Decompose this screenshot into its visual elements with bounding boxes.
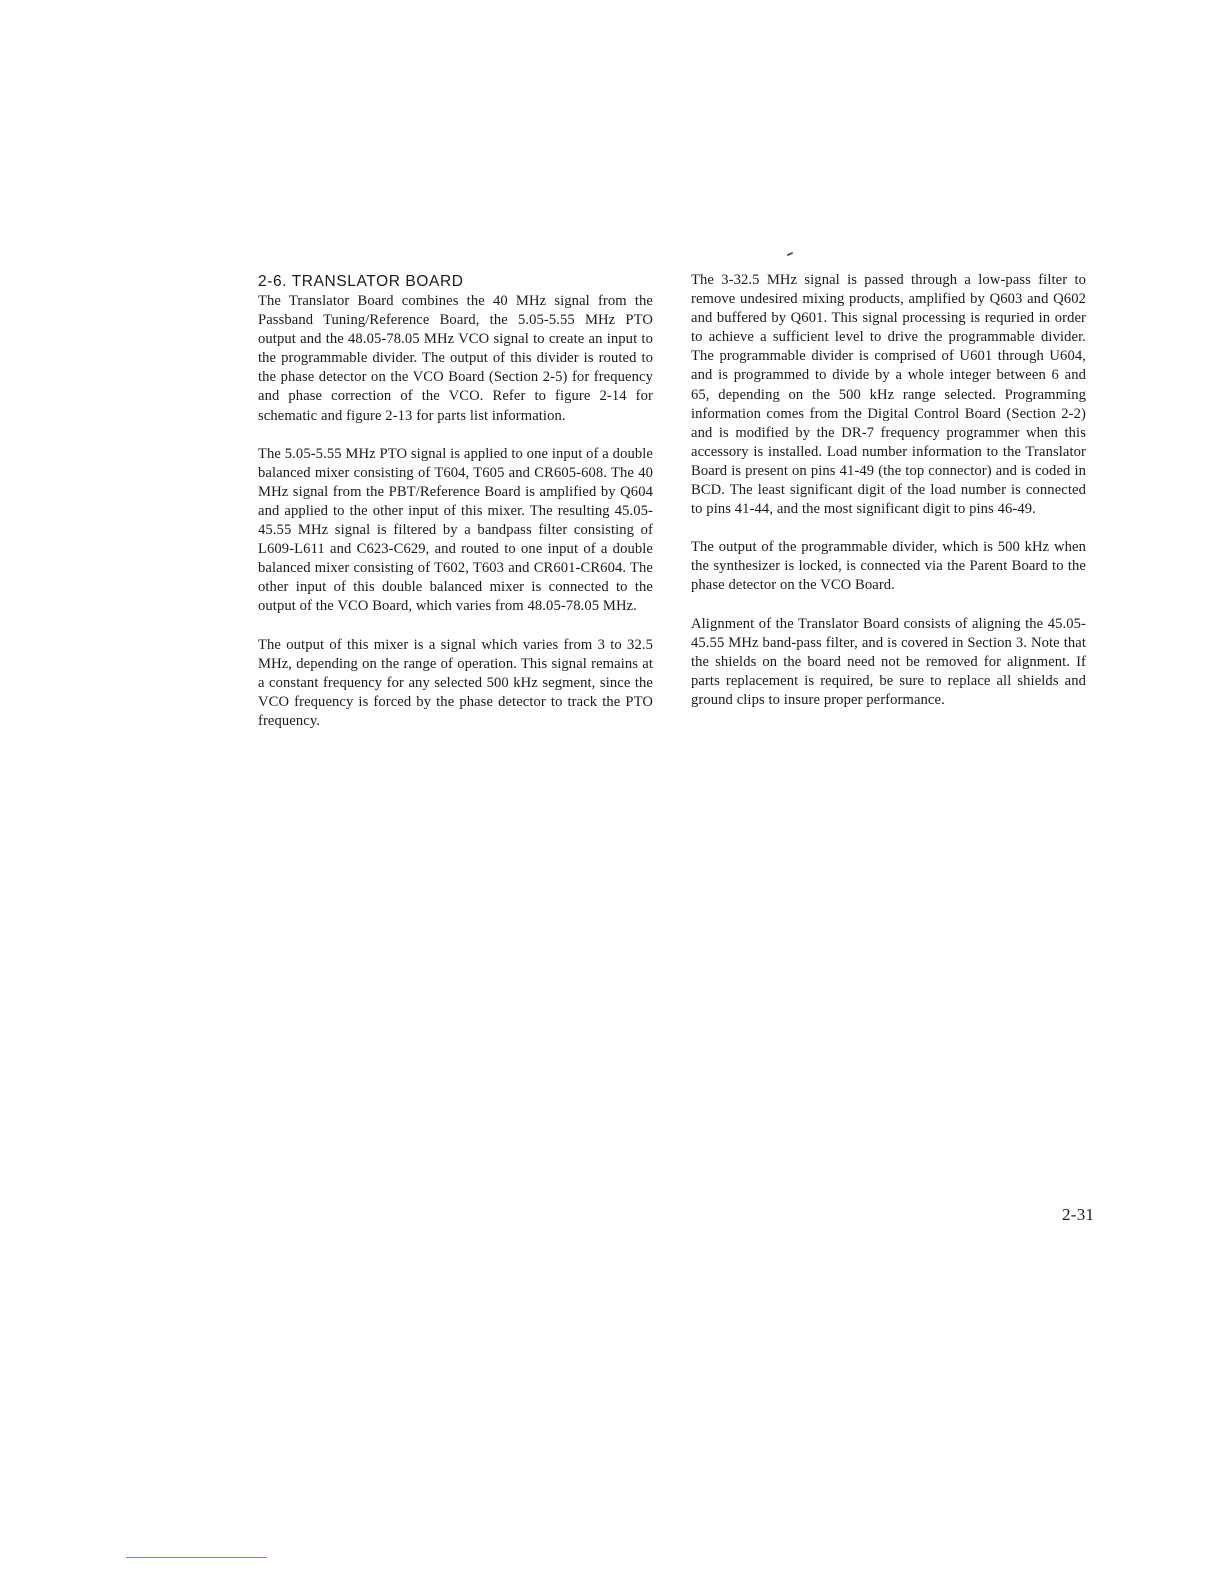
paragraph: The output of this mixer is a signal which varies from 3 to 32.5 MHz, depending on the range of operation. This signal remains at a constant frequency for any selected 500 kHz segment, since the VCO frequency is forced by the phase detector to track the PTO frequency. — [258, 636, 653, 729]
right-column — [691, 271, 1086, 729]
left-column — [258, 272, 653, 750]
paragraph: Alignment of the Translator Board consists of aligning the 45.05-45.55 MHz band-pass filter, and is covered in Section 3. Note that the shields on the board need not be removed for alignment. If parts replacement is required, be sure to replace all shields and ground clips to insure proper performance. — [691, 615, 1086, 708]
paragraph: The 3-32.5 MHz signal is passed through a low-pass filter to remove undesired mixing products, amplified by Q603 and Q602 and buffered by Q601. This signal processing is requried in order to achieve a sufficient level to drive the programmable divider. The programmable divider is comprised of U601 through U604, and is programmed to divide by a whole integer between 6 and 65, depending on the 500 kHz range selected. Programming information comes from the Digital Control Board (Section 2-2) and is modified by the DR-7 frequency programmer when this accessory is installed. Load number information to the Translator Board is present on pins 41-49 (the top connector) and is coded in BCD. The least significant digit of the load number is connected to pins 41-44, and the most significant digit to pins 46-49. — [691, 272, 1086, 518]
paragraph: The 5.05-5.55 MHz PTO signal is applied to one input of a double balanced mixer consisting of T604, T605 and CR605-608. The 40 MHz signal from the PBT/Reference Board is amplified by Q604 and applied to the other input of this mixer. The resulting 45.05-45.55 MHz signal is filtered by a bandpass filter consisting of L609-L611 and C623-C629, and routed to one input of a double balanced mixer consisting of T602, T603 and CR601-CR604. The other input of this double balanced mixer is connected to the output of the VCO Board, which varies from 48.05-78.05 MHz. — [258, 445, 653, 615]
page-number: 2-31 — [1062, 1205, 1095, 1224]
section-heading: 2-6. TRANSLATOR BOARD — [258, 273, 464, 290]
paragraph: The output of the programmable divider, which is 500 kHz when the synthesizer is locked, is connected via the Parent Board to the phase detector on the VCO Board. — [691, 539, 1086, 594]
footer-rule — [126, 1557, 267, 1558]
paragraph: The Translator Board combines the 40 MHz signal from the Passband Tuning/Reference Board, the 5.05-5.55 MHz PTO output and the 48.05-78.05 MHz VCO signal to create an input to the programmable divider. The output of this divider is routed to the phase detector on the VCO Board (Section 2-5) for frequency and phase correction of the VCO. Refer to figure 2-14 for schematic and figure 2-13 for parts list information. — [258, 293, 653, 424]
scan-mark — [787, 252, 793, 256]
